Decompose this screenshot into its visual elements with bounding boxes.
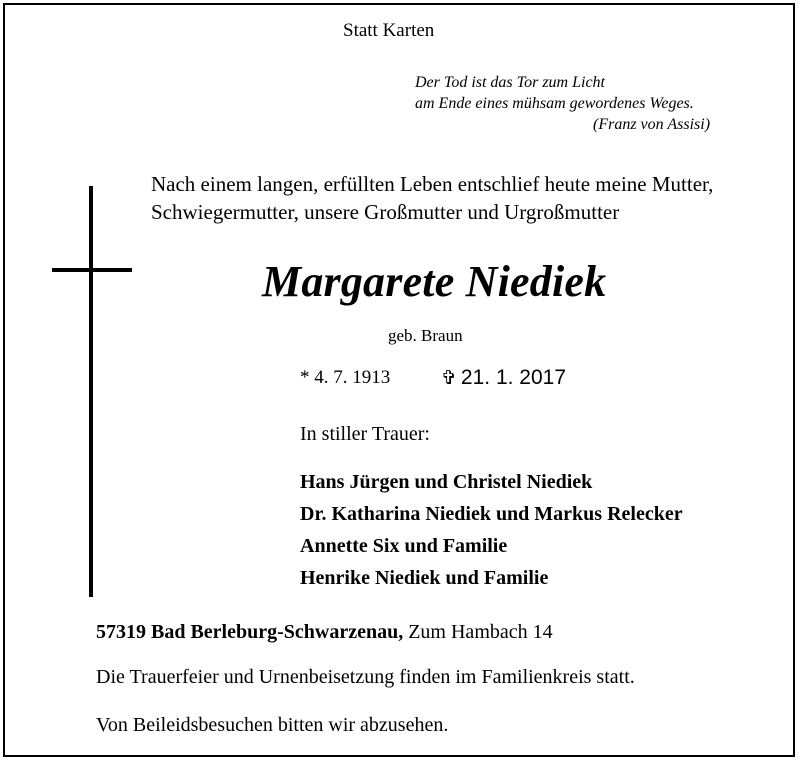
intro-line-1: Nach einem langen, erfüllten Leben entschlief heute meine Mutter, — [151, 172, 714, 196]
condolence-note: Von Beileidsbesuchen bitten wir abzusehen. — [96, 714, 449, 736]
notice-header: Statt Karten — [343, 20, 435, 41]
birth-date: * 4. 7. 1913 — [300, 367, 391, 388]
deceased-name: Margarete Niediek — [262, 257, 607, 306]
death-cross-icon: ✞ — [441, 367, 457, 389]
motto-line-2: am Ende eines mühsam gewordenes Weges. — [415, 95, 694, 112]
mourner-entry: Annette Six und Familie — [300, 535, 508, 557]
motto-quote — [415, 72, 710, 135]
cross-icon-bar — [52, 268, 132, 272]
address — [96, 621, 553, 644]
death-info — [441, 365, 566, 390]
address-place: 57319 Bad Berleburg-Schwarzenau, — [96, 621, 404, 643]
death-date: 21. 1. 2017 — [460, 366, 567, 389]
intro-line-2: Schwiegermutter, unsere Großmutter und Urgroßmutter — [151, 200, 620, 224]
mourner-entry: Hans Jürgen und Christel Niediek — [300, 471, 593, 493]
mourner-entry: Dr. Katharina Niediek und Markus Relecker — [300, 503, 683, 525]
intro-text — [151, 170, 713, 226]
mourning-label: In stiller Trauer: — [300, 423, 430, 445]
mourner-entry: Henrike Niediek und Familie — [300, 567, 549, 589]
maiden-name: geb. Braun — [388, 326, 463, 345]
motto-author: (Franz von Assisi) — [593, 116, 711, 133]
cross-icon — [89, 186, 93, 597]
motto-line-1: Der Tod ist das Tor zum Licht — [415, 74, 605, 91]
address-street: Zum Hambach 14 — [408, 621, 553, 643]
funeral-note: Die Trauerfeier und Urnenbeisetzung finden im Familienkreis statt. — [96, 666, 635, 688]
mourners-list — [300, 466, 683, 594]
